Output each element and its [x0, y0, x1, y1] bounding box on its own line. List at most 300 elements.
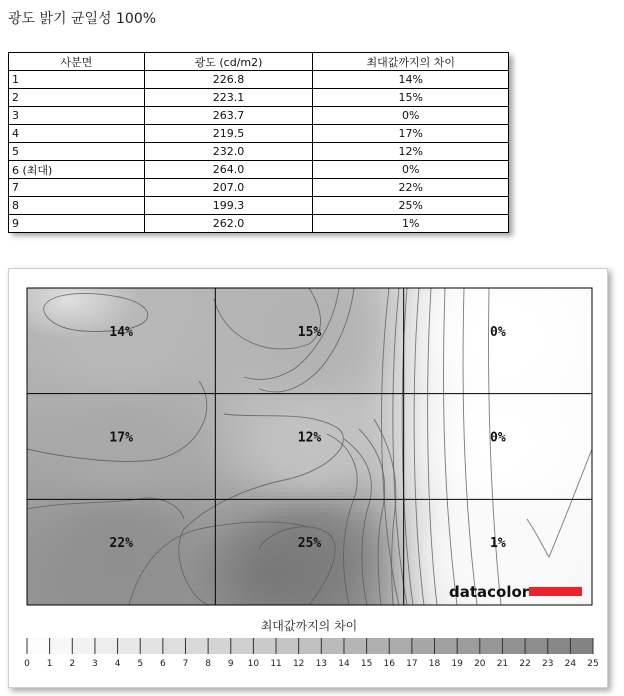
heatmap-pixel: [227, 376, 232, 381]
heatmap-pixel: [39, 412, 44, 417]
heatmap-pixel: [39, 380, 44, 385]
heatmap-pixel: [471, 412, 476, 417]
heatmap-pixel: [335, 408, 340, 413]
heatmap-pixel: [407, 312, 412, 317]
heatmap-pixel: [439, 296, 444, 301]
heatmap-pixel: [447, 304, 452, 309]
heatmap-pixel: [175, 356, 180, 361]
heatmap-pixel: [171, 404, 176, 409]
heatmap-pixel: [111, 416, 116, 421]
heatmap-pixel: [235, 312, 240, 317]
heatmap-pixel: [315, 408, 320, 413]
heatmap-pixel: [207, 336, 212, 341]
heatmap-pixel: [523, 288, 528, 293]
heatmap-pixel: [587, 388, 592, 393]
heatmap-pixel: [507, 400, 512, 405]
heatmap-pixel: [527, 320, 532, 325]
heatmap-pixel: [435, 332, 440, 337]
heatmap-pixel: [543, 336, 548, 341]
heatmap-pixel: [155, 320, 160, 325]
heatmap-pixel: [35, 360, 40, 365]
heatmap-pixel: [127, 356, 132, 361]
heatmap-pixel: [219, 344, 224, 349]
heatmap-pixel: [231, 380, 236, 385]
heatmap-pixel: [55, 356, 60, 361]
table-cell-difference: 12%: [313, 143, 509, 161]
heatmap-pixel: [183, 396, 188, 401]
heatmap-pixel: [31, 368, 36, 373]
heatmap-pixel: [123, 360, 128, 365]
heatmap-pixel: [151, 392, 156, 397]
heatmap-pixel: [579, 360, 584, 365]
heatmap-pixel: [567, 408, 572, 413]
heatmap-pixel: [387, 316, 392, 321]
heatmap-pixel: [147, 332, 152, 337]
heatmap-pixel: [271, 304, 276, 309]
heatmap-pixel: [343, 304, 348, 309]
heatmap-pixel: [323, 424, 328, 429]
heatmap-pixel: [343, 380, 348, 385]
heatmap-pixel: [551, 292, 556, 297]
heatmap-pixel: [359, 412, 364, 417]
heatmap-pixel: [227, 296, 232, 301]
heatmap-pixel: [467, 308, 472, 313]
heatmap-pixel: [295, 376, 300, 381]
heatmap-pixel: [251, 304, 256, 309]
heatmap-pixel: [51, 396, 56, 401]
heatmap-pixel: [359, 416, 364, 421]
heatmap-pixel: [191, 380, 196, 385]
heatmap-pixel: [583, 408, 588, 413]
heatmap-pixel: [119, 392, 124, 397]
heatmap-pixel: [439, 392, 444, 397]
heatmap-pixel: [395, 388, 400, 393]
heatmap-pixel: [27, 380, 32, 385]
heatmap-pixel: [199, 344, 204, 349]
heatmap-pixel: [175, 340, 180, 345]
heatmap-pixel: [527, 340, 532, 345]
heatmap-pixel: [307, 300, 312, 305]
heatmap-pixel: [467, 340, 472, 345]
heatmap-pixel: [167, 360, 172, 365]
heatmap-pixel: [207, 288, 212, 293]
heatmap-pixel: [283, 380, 288, 385]
heatmap-pixel: [111, 400, 116, 405]
heatmap-pixel: [263, 348, 268, 353]
heatmap-pixel: [83, 408, 88, 413]
table-header-quadrant: 사분면: [9, 53, 145, 71]
heatmap-pixel: [171, 328, 176, 333]
heatmap-pixel: [347, 364, 352, 369]
heatmap-pixel: [363, 412, 368, 417]
heatmap-pixel: [163, 320, 168, 325]
heatmap-pixel: [383, 408, 388, 413]
heatmap-pixel: [407, 372, 412, 377]
heatmap-pixel: [447, 340, 452, 345]
heatmap-pixel: [447, 352, 452, 357]
heatmap-pixel: [447, 336, 452, 341]
heatmap-pixel: [331, 292, 336, 297]
heatmap-pixel: [355, 320, 360, 325]
heatmap-pixel: [143, 312, 148, 317]
heatmap-pixel: [195, 312, 200, 317]
heatmap-pixel: [331, 372, 336, 377]
heatmap-pixel: [571, 332, 576, 337]
heatmap-pixel: [307, 292, 312, 297]
heatmap-pixel: [223, 396, 228, 401]
heatmap-pixel: [431, 388, 436, 393]
heatmap-pixel: [375, 308, 380, 313]
heatmap-pixel: [479, 332, 484, 337]
heatmap-pixel: [275, 380, 280, 385]
heatmap-pixel: [95, 388, 100, 393]
heatmap-pixel: [139, 392, 144, 397]
heatmap-pixel: [387, 376, 392, 381]
heatmap-pixel: [183, 400, 188, 405]
heatmap-pixel: [167, 304, 172, 309]
heatmap-pixel: [123, 372, 128, 377]
heatmap-pixel: [519, 296, 524, 301]
heatmap-pixel: [543, 304, 548, 309]
heatmap-pixel: [163, 372, 168, 377]
heatmap-pixel: [283, 364, 288, 369]
heatmap-pixel: [567, 380, 572, 385]
heatmap-pixel: [151, 336, 156, 341]
heatmap-pixel: [351, 312, 356, 317]
heatmap-pixel: [147, 292, 152, 297]
heatmap-pixel: [275, 324, 280, 329]
heatmap-pixel: [323, 344, 328, 349]
heatmap-pixel: [471, 404, 476, 409]
heatmap-pixel: [199, 288, 204, 293]
heatmap-pixel: [111, 360, 116, 365]
heatmap-pixel: [79, 408, 84, 413]
heatmap-pixel: [547, 300, 552, 305]
heatmap-pixel: [539, 336, 544, 341]
heatmap-pixel: [143, 296, 148, 301]
heatmap-pixel: [119, 364, 124, 369]
heatmap-pixel: [487, 316, 492, 321]
heatmap-pixel: [431, 412, 436, 417]
heatmap-pixel: [187, 328, 192, 333]
heatmap-pixel: [363, 388, 368, 393]
heatmap-pixel: [231, 368, 236, 373]
heatmap-pixel: [451, 392, 456, 397]
heatmap-pixel: [571, 372, 576, 377]
heatmap-pixel: [467, 320, 472, 325]
heatmap-pixel: [423, 404, 428, 409]
heatmap-pixel: [255, 404, 260, 409]
heatmap-pixel: [527, 384, 532, 389]
heatmap-pixel: [495, 360, 500, 365]
heatmap-pixel: [123, 340, 128, 345]
heatmap-pixel: [431, 288, 436, 293]
heatmap-pixel: [83, 376, 88, 381]
heatmap-pixel: [579, 348, 584, 353]
heatmap-pixel: [507, 368, 512, 373]
heatmap-pixel: [243, 360, 248, 365]
heatmap-pixel: [523, 372, 528, 377]
heatmap-pixel: [75, 380, 80, 385]
heatmap-pixel: [503, 292, 508, 297]
heatmap-pixel: [127, 360, 132, 365]
heatmap-pixel: [43, 364, 48, 369]
heatmap-pixel: [223, 352, 228, 357]
heatmap-pixel: [355, 348, 360, 353]
heatmap-pixel: [543, 412, 548, 417]
heatmap-pixel: [127, 344, 132, 349]
heatmap-pixel: [83, 384, 88, 389]
heatmap-pixel: [283, 400, 288, 405]
heatmap-pixel: [435, 336, 440, 341]
heatmap-pixel: [387, 336, 392, 341]
heatmap-pixel: [107, 384, 112, 389]
heatmap-pixel: [47, 400, 52, 405]
heatmap-pixel: [431, 348, 436, 353]
table-row: [9, 71, 509, 89]
heatmap-pixel: [483, 292, 488, 297]
heatmap-pixel: [195, 392, 200, 397]
heatmap-pixel: [435, 308, 440, 313]
heatmap-pixel: [259, 288, 264, 293]
heatmap-pixel: [287, 392, 292, 397]
heatmap-pixel: [179, 420, 184, 425]
heatmap-pixel: [75, 396, 80, 401]
heatmap-pixel: [527, 348, 532, 353]
heatmap-pixel: [71, 348, 76, 353]
heatmap-pixel: [447, 380, 452, 385]
heatmap-fill: [9, 269, 596, 634]
heatmap-pixel: [251, 320, 256, 325]
heatmap-pixel: [539, 376, 544, 381]
heatmap-pixel: [131, 416, 136, 421]
heatmap-pixel: [27, 408, 32, 413]
heatmap-pixel: [335, 308, 340, 313]
heatmap-pixel: [287, 344, 292, 349]
heatmap-pixel: [347, 344, 352, 349]
heatmap-pixel: [367, 372, 372, 377]
heatmap-pixel: [579, 384, 584, 389]
heatmap-pixel: [475, 424, 480, 429]
heatmap-pixel: [359, 308, 364, 313]
heatmap-pixel: [231, 344, 236, 349]
heatmap-pixel: [111, 408, 116, 413]
heatmap-pixel: [371, 328, 376, 333]
heatmap-pixel: [507, 388, 512, 393]
heatmap-pixel: [459, 304, 464, 309]
heatmap-pixel: [539, 292, 544, 297]
heatmap-pixel: [551, 412, 556, 417]
heatmap-pixel: [507, 288, 512, 293]
heatmap-pixel: [423, 288, 428, 293]
heatmap-pixel: [559, 384, 564, 389]
heatmap-pixel: [367, 388, 372, 393]
heatmap-pixel: [147, 388, 152, 393]
heatmap-pixel: [159, 380, 164, 385]
heatmap-pixel: [187, 400, 192, 405]
heatmap-pixel: [99, 420, 104, 425]
heatmap-pixel: [239, 316, 244, 321]
heatmap-pixel: [527, 404, 532, 409]
heatmap-pixel: [519, 340, 524, 345]
heatmap-pixel: [323, 320, 328, 325]
heatmap-pixel: [427, 352, 432, 357]
heatmap-pixel: [75, 424, 80, 429]
heatmap-pixel: [83, 372, 88, 377]
heatmap-pixel: [491, 384, 496, 389]
heatmap-pixel: [423, 400, 428, 405]
heatmap-pixel: [471, 328, 476, 333]
heatmap-pixel: [59, 352, 64, 357]
heatmap-pixel: [251, 316, 256, 321]
heatmap-pixel: [583, 348, 588, 353]
heatmap-pixel: [463, 376, 468, 381]
heatmap-pixel: [575, 360, 580, 365]
heatmap-pixel: [423, 324, 428, 329]
heatmap-pixel: [455, 300, 460, 305]
heatmap-pixel: [523, 308, 528, 313]
heatmap-pixel: [255, 416, 260, 421]
heatmap-pixel: [151, 312, 156, 317]
heatmap-pixel: [155, 384, 160, 389]
heatmap-pixel: [243, 384, 248, 389]
heatmap-pixel: [551, 320, 556, 325]
heatmap-pixel: [387, 396, 392, 401]
heatmap-pixel: [439, 348, 444, 353]
heatmap-pixel: [227, 380, 232, 385]
heatmap-pixel: [71, 340, 76, 345]
heatmap-pixel: [71, 408, 76, 413]
heatmap-pixel: [303, 416, 308, 421]
heatmap-pixel: [79, 376, 84, 381]
heatmap-pixel: [415, 380, 420, 385]
heatmap-pixel: [375, 380, 380, 385]
heatmap-pixel: [259, 348, 264, 353]
heatmap-pixel: [527, 412, 532, 417]
heatmap-pixel: [295, 288, 300, 293]
heatmap-pixel: [159, 372, 164, 377]
heatmap-pixel: [235, 364, 240, 369]
heatmap-pixel: [151, 368, 156, 373]
heatmap-pixel: [43, 384, 48, 389]
heatmap-pixel: [99, 364, 104, 369]
heatmap-pixel: [131, 384, 136, 389]
heatmap-pixel: [67, 340, 72, 345]
heatmap-pixel: [127, 368, 132, 373]
heatmap-pixel: [587, 396, 592, 401]
heatmap-pixel: [547, 296, 552, 301]
heatmap-pixel: [447, 420, 452, 425]
heatmap-pixel: [483, 348, 488, 353]
heatmap-pixel: [351, 376, 356, 381]
heatmap-pixel: [287, 408, 292, 413]
heatmap-pixel: [331, 396, 336, 401]
heatmap-pixel: [87, 416, 92, 421]
heatmap-pixel: [575, 296, 580, 301]
heatmap-pixel: [339, 324, 344, 329]
heatmap-pixel: [203, 336, 208, 341]
heatmap-pixel: [95, 380, 100, 385]
heatmap-pixel: [395, 352, 400, 357]
heatmap-pixel: [91, 412, 96, 417]
table-row: [9, 107, 509, 125]
heatmap-pixel: [115, 388, 120, 393]
heatmap-pixel: [79, 388, 84, 393]
heatmap-pixel: [139, 376, 144, 381]
heatmap-pixel: [475, 360, 480, 365]
heatmap-pixel: [151, 384, 156, 389]
heatmap-pixel: [91, 368, 96, 373]
heatmap-pixel: [503, 316, 508, 321]
heatmap-pixel: [187, 416, 192, 421]
heatmap-pixel: [371, 292, 376, 297]
heatmap-pixel: [299, 420, 304, 425]
heatmap-pixel: [199, 372, 204, 377]
heatmap-pixel: [379, 380, 384, 385]
heatmap-pixel: [535, 400, 540, 405]
heatmap-pixel: [519, 380, 524, 385]
heatmap-pixel: [271, 324, 276, 329]
heatmap-pixel: [507, 304, 512, 309]
heatmap-pixel: [87, 372, 92, 377]
heatmap-pixel: [59, 372, 64, 377]
heatmap-pixel: [147, 344, 152, 349]
heatmap-pixel: [243, 308, 248, 313]
heatmap-pixel: [239, 424, 244, 429]
heatmap-pixel: [275, 304, 280, 309]
heatmap-pixel: [235, 360, 240, 365]
heatmap-pixel: [107, 340, 112, 345]
heatmap-pixel: [491, 416, 496, 421]
heatmap-pixel: [127, 376, 132, 381]
heatmap-pixel: [219, 424, 224, 429]
heatmap-pixel: [523, 404, 528, 409]
heatmap-pixel: [51, 352, 56, 357]
heatmap-pixel: [231, 364, 236, 369]
heatmap-pixel: [423, 372, 428, 377]
heatmap-pixel: [339, 344, 344, 349]
heatmap-pixel: [575, 304, 580, 309]
heatmap-pixel: [111, 368, 116, 373]
heatmap-pixel: [331, 324, 336, 329]
heatmap-pixel: [571, 360, 576, 365]
heatmap-pixel: [547, 376, 552, 381]
heatmap-pixel: [483, 404, 488, 409]
heatmap-pixel: [375, 320, 380, 325]
heatmap-pixel: [231, 308, 236, 313]
heatmap-pixel: [207, 372, 212, 377]
heatmap-pixel: [367, 376, 372, 381]
heatmap-pixel: [279, 360, 284, 365]
heatmap-pixel: [451, 320, 456, 325]
heatmap-pixel: [107, 388, 112, 393]
heatmap-pixel: [423, 304, 428, 309]
heatmap-pixel: [47, 372, 52, 377]
heatmap-pixel: [139, 404, 144, 409]
heatmap-pixel: [303, 300, 308, 305]
heatmap-pixel: [323, 396, 328, 401]
heatmap-pixel: [539, 372, 544, 377]
heatmap-pixel: [35, 384, 40, 389]
heatmap-pixel: [79, 416, 84, 421]
heatmap-pixel: [307, 420, 312, 425]
heatmap-pixel: [419, 400, 424, 405]
heatmap-pixel: [547, 356, 552, 361]
heatmap-pixel: [359, 380, 364, 385]
heatmap-pixel: [479, 352, 484, 357]
heatmap-pixel: [543, 340, 548, 345]
heatmap-pixel: [523, 420, 528, 425]
